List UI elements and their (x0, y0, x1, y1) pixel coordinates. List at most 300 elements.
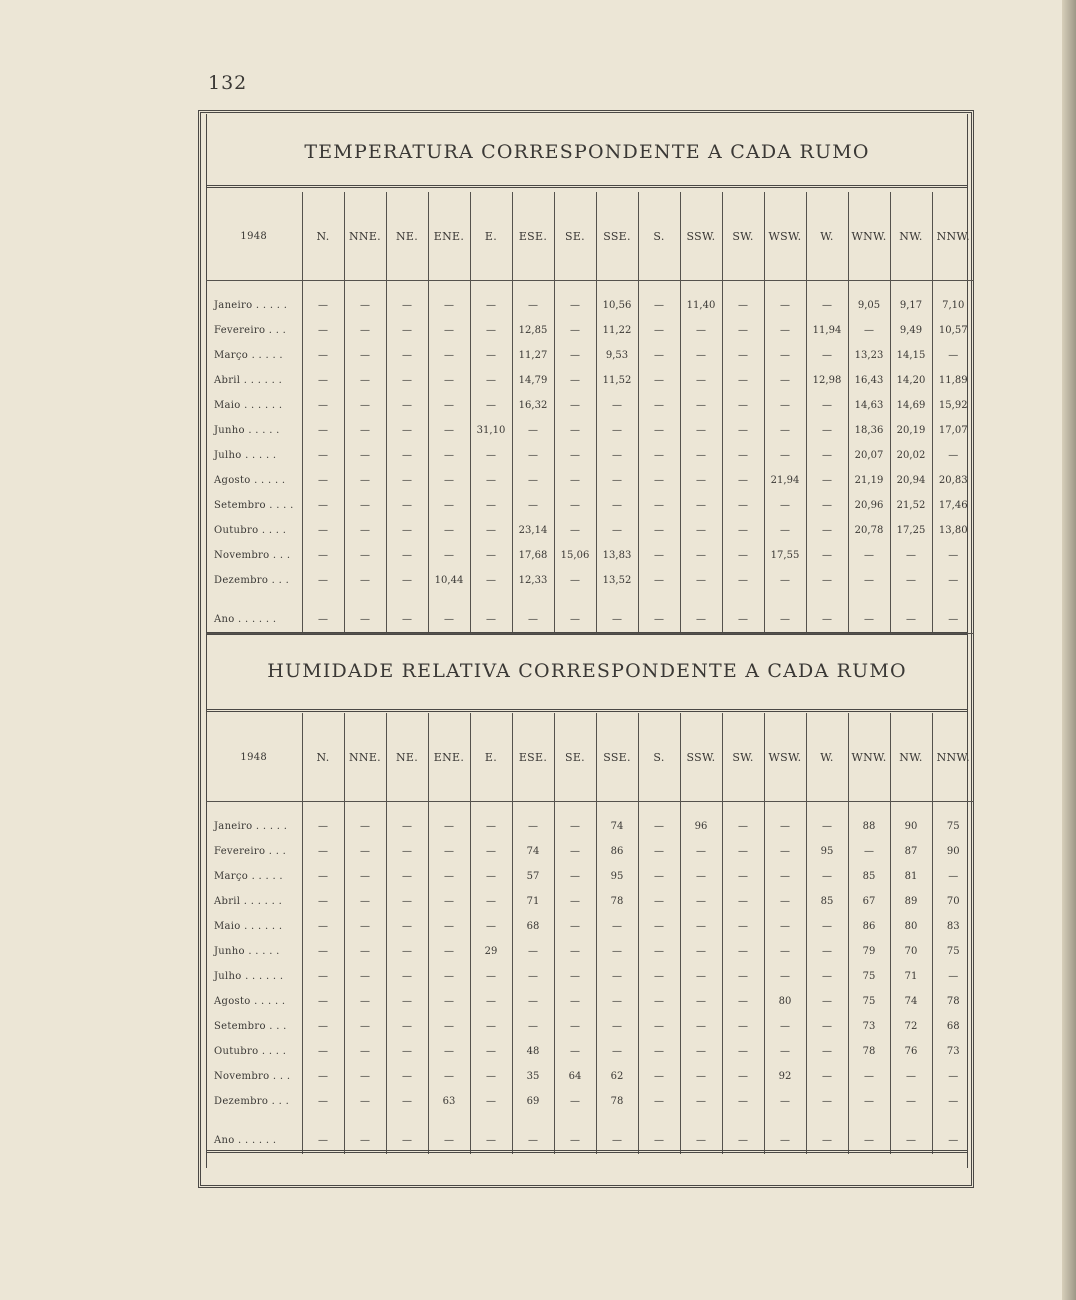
table-cell: 92 (764, 1064, 806, 1089)
table-cell: — (428, 814, 470, 839)
table-cell: — (638, 1089, 680, 1114)
table-cell: — (932, 605, 974, 634)
table-cell: — (596, 1039, 638, 1064)
table-cell: — (638, 1126, 680, 1154)
table-cell: — (806, 1014, 848, 1039)
humidity-header-row (206, 713, 974, 802)
table-cell: — (722, 814, 764, 839)
table-cell: — (932, 443, 974, 468)
table-cell: — (680, 1039, 722, 1064)
table-cell: — (344, 418, 386, 443)
table-cell: 15,92 (932, 393, 974, 418)
table-cell: — (344, 605, 386, 634)
table-row (206, 1039, 974, 1064)
month-label: Agosto . . . . . (214, 475, 286, 486)
table-cell: — (386, 939, 428, 964)
table-cell: — (848, 318, 890, 343)
table-cell: — (386, 343, 428, 368)
table-cell: — (428, 914, 470, 939)
table-cell: 74 (512, 839, 554, 864)
table-cell: — (638, 889, 680, 914)
table-cell: — (302, 493, 344, 518)
table-cell: — (764, 605, 806, 634)
table-cell: — (932, 1064, 974, 1089)
table-cell: 31,10 (470, 418, 512, 443)
table-cell: — (806, 393, 848, 418)
month-label: Agosto . . . . . (214, 996, 286, 1007)
spacer-row (206, 593, 974, 605)
table-cell: — (722, 543, 764, 568)
table-cell: — (470, 493, 512, 518)
table-cell: 68 (512, 914, 554, 939)
month-label: Julho . . . . . (214, 450, 277, 461)
table-cell: — (386, 1126, 428, 1154)
table-cell: — (848, 543, 890, 568)
table-cell: 9,17 (890, 293, 932, 318)
table-cell: — (428, 393, 470, 418)
temperature-year-header: 1948 (206, 192, 302, 281)
table-row (206, 914, 974, 939)
table-cell: — (470, 1126, 512, 1154)
table-cell: — (470, 568, 512, 593)
table-cell: — (638, 839, 680, 864)
table-row (206, 964, 974, 989)
table-cell: — (764, 493, 806, 518)
table-cell: — (638, 368, 680, 393)
table-cell: — (806, 1064, 848, 1089)
table-cell: 14,15 (890, 343, 932, 368)
table-cell: — (638, 493, 680, 518)
table-cell: — (764, 839, 806, 864)
table-cell: — (554, 1014, 596, 1039)
table-cell: 11,27 (512, 343, 554, 368)
month-label: Novembro . . . (214, 1071, 291, 1082)
humidity-column-header: NW. (890, 713, 932, 802)
table-cell: — (806, 568, 848, 593)
table-cell: — (512, 493, 554, 518)
table-cell: — (848, 1089, 890, 1114)
table-cell: — (470, 1064, 512, 1089)
table-row (206, 368, 974, 393)
table-row (206, 864, 974, 889)
table-cell: 48 (512, 1039, 554, 1064)
table-cell: — (470, 605, 512, 634)
table-cell: — (932, 964, 974, 989)
humidity-column-header: SSW. (680, 713, 722, 802)
table-cell: — (722, 939, 764, 964)
table-cell: — (428, 443, 470, 468)
table-cell: — (428, 839, 470, 864)
table-cell: 96 (680, 814, 722, 839)
month-label: Fevereiro . . . (214, 325, 287, 336)
table-cell: — (638, 293, 680, 318)
table-cell: — (386, 889, 428, 914)
table-cell: — (302, 418, 344, 443)
table-row (206, 568, 974, 593)
table-cell: — (596, 493, 638, 518)
table-cell: — (470, 989, 512, 1014)
table-cell: — (722, 989, 764, 1014)
table-cell: — (638, 914, 680, 939)
table-cell: — (344, 989, 386, 1014)
temperature-column-header: NNW. (932, 192, 974, 281)
table-cell: — (386, 443, 428, 468)
table-cell: — (512, 468, 554, 493)
table-cell: 85 (806, 889, 848, 914)
table-cell: — (428, 418, 470, 443)
table-cell: — (806, 964, 848, 989)
table-cell: — (428, 1039, 470, 1064)
table-cell: — (428, 864, 470, 889)
month-label: Janeiro . . . . . (214, 300, 288, 311)
table-cell: — (344, 543, 386, 568)
table-cell: — (344, 368, 386, 393)
table-cell: — (512, 989, 554, 1014)
table-cell: — (428, 939, 470, 964)
table-cell: — (638, 1014, 680, 1039)
table-cell: — (596, 605, 638, 634)
table-cell: — (512, 605, 554, 634)
table-cell: — (470, 518, 512, 543)
month-label: Maio . . . . . . (214, 400, 283, 411)
table-cell: — (554, 839, 596, 864)
table-row (206, 493, 974, 518)
table-cell: — (302, 939, 344, 964)
table-cell: — (722, 443, 764, 468)
table-cell: — (680, 864, 722, 889)
table-cell: — (470, 293, 512, 318)
table-cell: — (764, 343, 806, 368)
annual-row (206, 605, 974, 634)
table-cell: — (596, 518, 638, 543)
table-cell: — (554, 468, 596, 493)
table-cell: — (932, 568, 974, 593)
table-cell: — (764, 1014, 806, 1039)
table-cell: — (680, 914, 722, 939)
table-row (206, 839, 974, 864)
table-row (206, 293, 974, 318)
month-label: Outubro . . . . (214, 525, 287, 536)
table-row (206, 418, 974, 443)
table-cell: 17,07 (932, 418, 974, 443)
table-cell: — (386, 318, 428, 343)
table-cell: — (470, 964, 512, 989)
table-cell: — (764, 368, 806, 393)
table-cell: — (638, 989, 680, 1014)
table-cell: — (722, 605, 764, 634)
table-cell: — (722, 1014, 764, 1039)
table-cell: — (764, 443, 806, 468)
table-cell: — (638, 939, 680, 964)
table-cell: — (554, 418, 596, 443)
table-cell: 10,57 (932, 318, 974, 343)
table-row (206, 318, 974, 343)
table-cell: — (344, 964, 386, 989)
table-cell: — (344, 318, 386, 343)
month-label: Dezembro . . . (214, 575, 290, 586)
table-cell: — (302, 989, 344, 1014)
table-cell: — (680, 1089, 722, 1114)
table-cell: — (554, 1126, 596, 1154)
table-cell: 18,36 (848, 418, 890, 443)
table-cell: 11,40 (680, 293, 722, 318)
table-cell: — (302, 443, 344, 468)
table-cell: — (890, 568, 932, 593)
table-cell: — (722, 418, 764, 443)
table-cell: — (680, 493, 722, 518)
table-cell: — (722, 368, 764, 393)
table-cell: 63 (428, 1089, 470, 1114)
table-cell: — (680, 318, 722, 343)
temperature-column-header: SSE. (596, 192, 638, 281)
table-cell: 95 (806, 839, 848, 864)
table-cell: 20,78 (848, 518, 890, 543)
table-cell: 14,20 (890, 368, 932, 393)
table-cell: — (806, 1089, 848, 1114)
table-cell: 21,94 (764, 468, 806, 493)
table-row (206, 443, 974, 468)
table-cell: 68 (932, 1014, 974, 1039)
table-cell: — (848, 839, 890, 864)
table-cell: — (932, 343, 974, 368)
table-cell: — (344, 1014, 386, 1039)
table-cell: — (302, 864, 344, 889)
book-spine-shadow (1062, 0, 1076, 1300)
table-cell: 75 (932, 814, 974, 839)
table-cell: — (806, 1039, 848, 1064)
table-cell: 15,06 (554, 543, 596, 568)
table-cell: — (428, 889, 470, 914)
month-label: Janeiro . . . . . (214, 821, 288, 832)
table-cell: — (680, 393, 722, 418)
month-label: Julho . . . . . . (214, 971, 284, 982)
table-cell: — (932, 1089, 974, 1114)
table-cell: — (386, 518, 428, 543)
table-cell: — (386, 418, 428, 443)
table-cell: — (764, 418, 806, 443)
table-cell: 9,53 (596, 343, 638, 368)
table-cell: — (386, 839, 428, 864)
month-label: Setembro . . . (214, 1021, 287, 1032)
temperature-column-header: N. (302, 192, 344, 281)
table-cell: — (806, 418, 848, 443)
table-cell: 11,52 (596, 368, 638, 393)
table-cell: — (764, 814, 806, 839)
table-row (206, 543, 974, 568)
table-cell: — (470, 543, 512, 568)
table-cell: 13,23 (848, 343, 890, 368)
table-cell: — (554, 989, 596, 1014)
table-cell: 83 (932, 914, 974, 939)
table-cell: — (302, 1014, 344, 1039)
table-cell: — (428, 989, 470, 1014)
table-cell: — (428, 293, 470, 318)
table-cell: 90 (890, 814, 932, 839)
table-cell: — (302, 1126, 344, 1154)
table-cell: — (764, 939, 806, 964)
table-cell: — (638, 543, 680, 568)
table-cell: — (386, 989, 428, 1014)
table-cell: — (470, 864, 512, 889)
table-cell: — (764, 568, 806, 593)
month-label: Abril . . . . . . (214, 896, 283, 907)
table-cell: 20,19 (890, 418, 932, 443)
table-cell: 89 (890, 889, 932, 914)
table-cell: — (554, 443, 596, 468)
table-cell: — (764, 293, 806, 318)
table-cell: — (428, 343, 470, 368)
table-cell: — (596, 939, 638, 964)
table-cell: — (386, 1064, 428, 1089)
table-cell: — (764, 393, 806, 418)
table-cell: — (302, 368, 344, 393)
table-cell: 13,80 (932, 518, 974, 543)
table-cell: — (680, 543, 722, 568)
table-cell: 71 (890, 964, 932, 989)
table-cell: 13,52 (596, 568, 638, 593)
table-cell: — (806, 814, 848, 839)
table-cell: — (386, 605, 428, 634)
table-cell: — (512, 443, 554, 468)
table-cell: — (386, 864, 428, 889)
table-cell: 70 (890, 939, 932, 964)
table-cell: — (638, 443, 680, 468)
table-cell: — (386, 814, 428, 839)
table-cell: — (470, 1039, 512, 1064)
table-cell: 80 (764, 989, 806, 1014)
table-cell: — (722, 518, 764, 543)
table-cell: — (596, 418, 638, 443)
humidity-bottom-rule (206, 1150, 968, 1153)
table-cell: — (302, 293, 344, 318)
table-cell: 74 (890, 989, 932, 1014)
temperature-column-header: NW. (890, 192, 932, 281)
table-row (206, 1089, 974, 1114)
table-cell: 29 (470, 939, 512, 964)
table-cell: 17,68 (512, 543, 554, 568)
table-cell: — (638, 518, 680, 543)
table-cell: — (428, 518, 470, 543)
table-cell: — (344, 839, 386, 864)
table-cell: — (596, 1126, 638, 1154)
month-label: Ano . . . . . . (214, 613, 277, 625)
table-cell: — (890, 1126, 932, 1154)
table-cell: — (890, 605, 932, 634)
table-cell: — (344, 468, 386, 493)
table-cell: — (554, 518, 596, 543)
table-cell: — (386, 493, 428, 518)
temperature-column-header: WSW. (764, 192, 806, 281)
table-cell: — (890, 1089, 932, 1114)
temperature-header-row (206, 192, 974, 281)
table-cell: — (722, 493, 764, 518)
table-cell: — (386, 468, 428, 493)
temperature-column-header: SW. (722, 192, 764, 281)
table-cell: — (470, 318, 512, 343)
table-cell: 10,56 (596, 293, 638, 318)
table-cell: — (470, 839, 512, 864)
table-cell: — (428, 468, 470, 493)
table-cell: — (722, 1039, 764, 1064)
table-cell: — (344, 889, 386, 914)
table-cell: — (302, 518, 344, 543)
table-cell: — (680, 518, 722, 543)
table-cell: — (512, 293, 554, 318)
table-cell: — (428, 1014, 470, 1039)
table-cell: — (386, 964, 428, 989)
month-label: Setembro . . . . (214, 500, 294, 511)
humidity-table (206, 713, 974, 1154)
table-cell: — (764, 864, 806, 889)
table-cell: 35 (512, 1064, 554, 1089)
table-cell: — (722, 1064, 764, 1089)
table-cell: — (344, 443, 386, 468)
temperature-column-header: NNE. (344, 192, 386, 281)
table-cell: — (638, 964, 680, 989)
table-cell: — (428, 964, 470, 989)
table-cell: — (554, 964, 596, 989)
table-cell: — (428, 368, 470, 393)
table-cell: — (680, 1064, 722, 1089)
table-cell: — (554, 605, 596, 634)
table-cell: — (806, 543, 848, 568)
table-cell: 20,94 (890, 468, 932, 493)
temperature-column-header: E. (470, 192, 512, 281)
table-cell: — (848, 1126, 890, 1154)
table-cell: 86 (596, 839, 638, 864)
table-cell: — (722, 889, 764, 914)
table-cell: 80 (890, 914, 932, 939)
table-cell: 57 (512, 864, 554, 889)
table-cell: — (638, 864, 680, 889)
table-cell: — (344, 914, 386, 939)
table-cell: — (470, 814, 512, 839)
table-cell: 12,85 (512, 318, 554, 343)
table-cell: — (680, 839, 722, 864)
table-cell: — (722, 1089, 764, 1114)
table-cell: 14,69 (890, 393, 932, 418)
table-cell: — (344, 939, 386, 964)
table-cell: 23,14 (512, 518, 554, 543)
table-cell: — (722, 343, 764, 368)
table-cell: — (470, 368, 512, 393)
table-cell: 85 (848, 864, 890, 889)
table-cell: 78 (932, 989, 974, 1014)
month-label: Novembro . . . (214, 550, 291, 561)
table-cell: — (680, 418, 722, 443)
table-cell: 10,44 (428, 568, 470, 593)
table-cell: — (470, 393, 512, 418)
table-cell: — (302, 964, 344, 989)
table-row (206, 989, 974, 1014)
table-cell: — (344, 1064, 386, 1089)
table-cell: — (386, 1039, 428, 1064)
table-cell: — (596, 989, 638, 1014)
table-cell: 75 (932, 939, 974, 964)
table-cell: — (302, 839, 344, 864)
table-cell: — (638, 343, 680, 368)
table-row (206, 518, 974, 543)
table-row (206, 939, 974, 964)
humidity-column-header: NNW. (932, 713, 974, 802)
table-cell: 81 (890, 864, 932, 889)
table-row (206, 393, 974, 418)
table-cell: — (722, 468, 764, 493)
table-cell: 21,52 (890, 493, 932, 518)
table-cell: 62 (596, 1064, 638, 1089)
table-cell: 11,89 (932, 368, 974, 393)
table-cell: 17,55 (764, 543, 806, 568)
